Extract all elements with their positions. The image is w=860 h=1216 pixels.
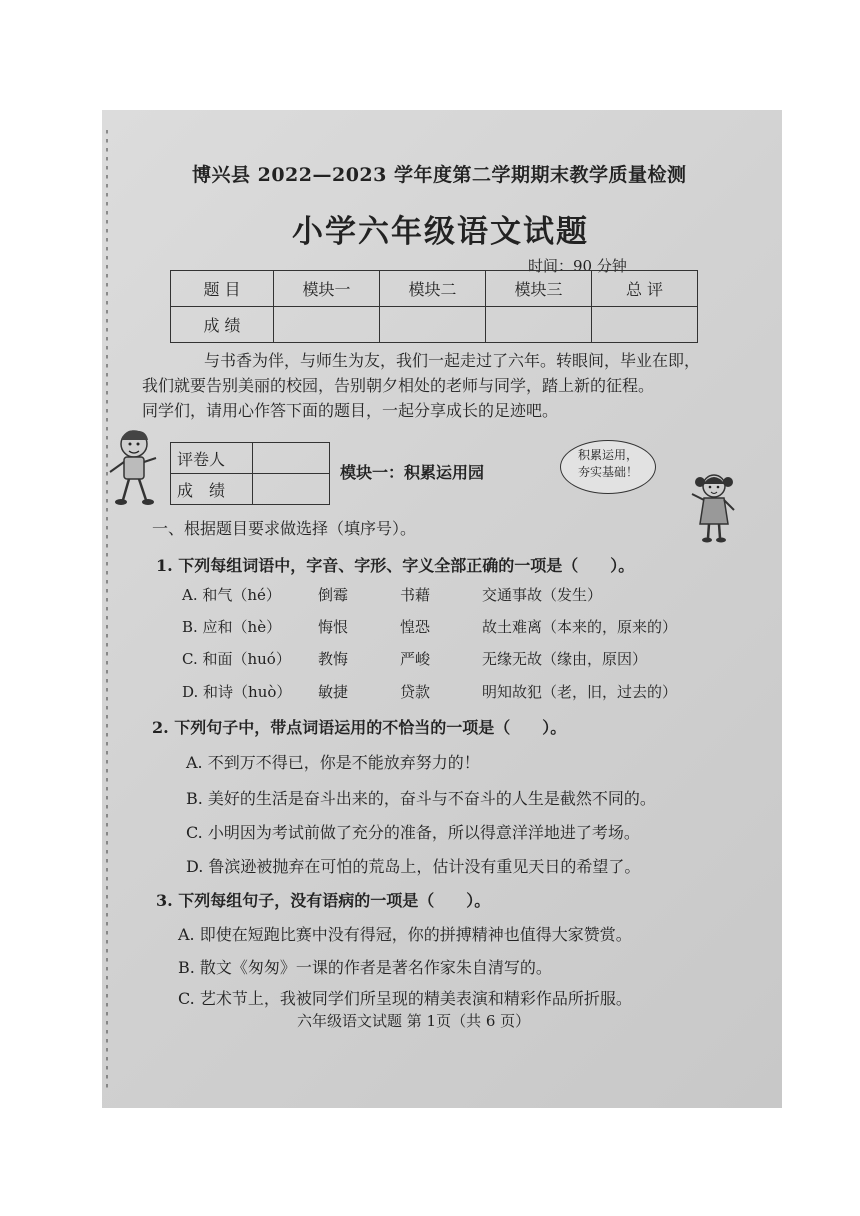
q1-option-d-word: 贷款 [400,683,431,701]
q1-option-b-label: B. 应和（hè） [182,618,282,636]
score-header-cell: 模块三 [486,271,592,307]
intro-line: 我们就要告别美丽的校园，告别朝夕相处的老师与同学，踏上新的征程。 [142,376,655,395]
module1-title: 模块一：积累运用园 [340,463,485,482]
question-1-stem: 1. 下列每组词语中，字音、字形、字义全部正确的一项是（ ）。 [156,556,635,575]
speech-bubble [560,440,656,494]
score-row-label: 成 绩 [171,307,274,343]
question-3-stem: 3. 下列每组句子，没有语病的一项是（ ）。 [156,891,491,910]
binding-line [106,130,108,1090]
grader-label: 评卷人 [171,443,253,474]
intro-line: 同学们，请用心作答下面的题目，一起分享成长的足迹吧。 [142,401,559,420]
question-2-stem: 2. 下列句子中，带点词语运用的不恰当的一项是（ ）。 [152,718,567,737]
q1-option-c-word: 严峻 [400,650,431,668]
q1-option-b-word: 悔恨 [318,618,349,636]
exam-title: 小学六年级语文试题 [292,214,589,250]
grader-table [170,442,330,505]
q2-option-c: C. 小明因为考试前做了充分的准备，所以得意洋洋地进了考场。 [186,823,640,842]
q2-option-d: D. 鲁滨逊被抛弃在可怕的荒岛上，估计没有重见天日的希望了。 [186,857,641,876]
exam-paper [102,110,782,1108]
q1-option-b-word: 惶恐 [400,618,431,636]
score-cell[interactable] [380,307,486,343]
bubble-text: 积累运用， [577,448,638,462]
score-cell[interactable] [592,307,698,343]
exam-subtitle: 博兴县 2022—2023 学年度第二学期期末教学质量检测 [192,164,687,186]
q3-option-a: A. 即使在短跑比赛中没有得冠，你的拼搏精神也值得大家赞赏。 [178,925,632,944]
q1-option-a-word: 倒霉 [318,586,349,604]
q3-option-c: C. 艺术节上，我被同学们所呈现的精美表演和精彩作品所折服。 [178,989,632,1008]
girl-cartoon-icon [686,472,742,544]
score-header-cell: 题 目 [171,271,274,307]
q1-option-d-word: 明知故犯（老，旧，过去的） [482,683,678,701]
score-header-cell: 模块一 [274,271,380,307]
grader-cell[interactable] [253,443,330,474]
q1-option-a-label: A. 和气（hé） [182,586,281,604]
score-cell[interactable] [274,307,380,343]
q2-option-a: A. 不到万不得已，你是不能放弃努力的！ [186,753,480,772]
q1-option-a-word: 书藉 [400,586,431,604]
exam-time: 时间：90 分钟 [528,257,627,275]
bubble-text: 夯实基础！ [577,465,638,479]
q1-option-b-word: 故土难离（本来的，原来的） [482,618,678,636]
q1-option-d-word: 敏捷 [318,683,349,701]
q3-option-b: B. 散文《匆匆》一课的作者是著名作家朱自清写的。 [178,958,552,977]
section-heading: 一、根据题目要求做选择（填序号）。 [152,519,417,538]
q1-option-c-word: 教悔 [318,650,349,668]
intro-line: 与书香为伴，与师生为友，我们一起走过了六年。转眼间，毕业在即， [204,351,701,370]
score-cell[interactable] [486,307,592,343]
page-footer: 六年级语文试题 第 1页（共 6 页） [297,1012,531,1030]
score-header-cell: 模块二 [380,271,486,307]
grader-label: 成 绩 [171,474,253,505]
q1-option-a-word: 交通事故（发生） [482,586,603,604]
q1-option-c-label: C. 和面（huó） [182,650,291,668]
q2-option-b: B. 美好的生活是奋斗出来的，奋斗与不奋斗的人生是截然不同的。 [186,789,656,808]
boy-cartoon-icon [106,428,160,508]
q1-option-d-label: D. 和诗（huò） [182,683,292,701]
q1-option-c-word: 无缘无故（缘由，原因） [482,650,648,668]
grader-score-cell[interactable] [253,474,330,505]
score-table [170,270,698,343]
intro-paragraph [142,348,744,423]
score-header-cell: 总 评 [592,271,698,307]
